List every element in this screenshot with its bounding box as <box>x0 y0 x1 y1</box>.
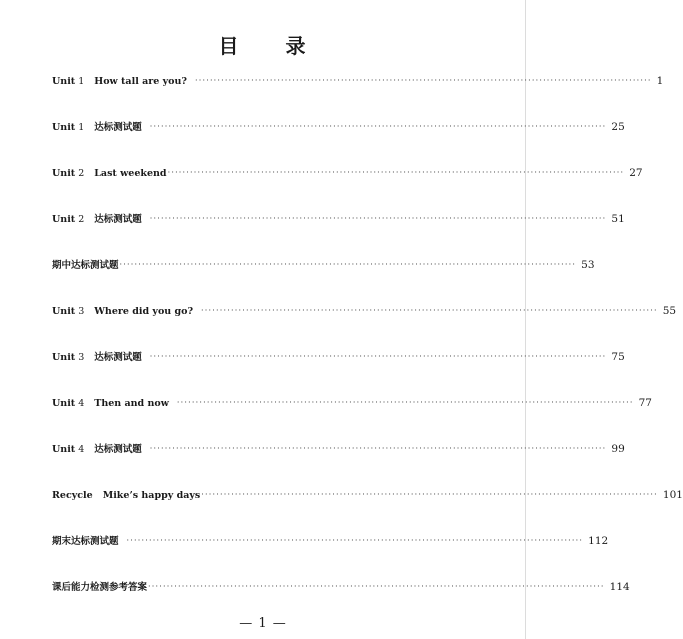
toc-entry[interactable] <box>52 258 595 273</box>
toc-unit-label: Unit <box>52 122 76 133</box>
toc-page-number: 51 <box>611 213 625 225</box>
toc-leader-dots: ·························································································································· <box>149 122 607 131</box>
toc-entry[interactable] <box>52 396 652 411</box>
page-number-footer: — 1 — <box>239 616 287 631</box>
toc-page-number: 114 <box>609 581 630 593</box>
toc-entry-title: Then and now <box>94 398 169 409</box>
toc-page-number: 55 <box>662 305 677 317</box>
toc-unit-number: 3 <box>78 306 85 317</box>
toc-entry-title: How tall are you? <box>94 76 187 87</box>
toc-unit-label: Unit <box>52 306 76 317</box>
toc-unit-label: Unit <box>52 444 76 455</box>
toc-page-number: 99 <box>611 443 625 455</box>
toc-leader-dots: ·························································································································· <box>119 260 577 269</box>
toc-leader-dots: ·························································································································· <box>149 444 607 453</box>
toc-unit-number: 4 <box>78 444 85 455</box>
toc-entry[interactable] <box>52 304 677 319</box>
toc-unit-label: Unit <box>52 168 76 179</box>
toc-entry[interactable] <box>52 166 643 181</box>
toc-leader-dots: ·························································································································· <box>149 352 607 361</box>
toc-entry-title: Last weekend <box>94 168 167 179</box>
toc-leader-dots: ·························································································································· <box>149 214 607 223</box>
toc-leader-dots: ·························································································································· <box>148 582 605 591</box>
toc-entry-title: 达标测试题 <box>94 122 142 133</box>
toc-entry[interactable] <box>52 442 625 457</box>
toc-entry-title: 达标测试题 <box>94 214 142 225</box>
toc-entry[interactable] <box>52 212 625 227</box>
toc-leader-dots: ·························································································································· <box>194 76 652 85</box>
toc-entry[interactable] <box>52 580 630 595</box>
toc-unit-number: 3 <box>78 352 85 363</box>
toc-entry-title: 期末达标测试题 <box>52 536 119 547</box>
toc-entry[interactable] <box>52 120 625 135</box>
toc-entry[interactable] <box>52 534 609 549</box>
toc-leader-dots: ·························································································································· <box>176 398 634 407</box>
toc-unit-number: 1 <box>78 76 85 87</box>
toc-page-number: 25 <box>611 121 625 133</box>
toc-unit-label: Unit <box>52 398 76 409</box>
toc-unit-label: Unit <box>52 214 76 225</box>
toc-page-number: 101 <box>662 489 683 501</box>
toc-unit-label: Recycle <box>52 490 93 501</box>
toc-entry[interactable] <box>52 488 683 503</box>
toc-entry-title: 期中达标测试题 <box>52 260 119 271</box>
toc-page-number: 27 <box>629 167 643 179</box>
toc-entry-title: Where did you go? <box>94 306 194 317</box>
toc-page-number: 75 <box>611 351 625 363</box>
toc-unit-number: 4 <box>78 398 85 409</box>
toc-entry-title: 达标测试题 <box>94 352 142 363</box>
page-title: 目 录 <box>218 34 326 58</box>
toc-entry-title: Mike’s happy days <box>102 490 201 501</box>
toc-page-number: 112 <box>588 535 609 547</box>
toc-page-number: 77 <box>638 397 652 409</box>
toc-page-number: 53 <box>581 259 595 271</box>
toc-page-number: 1 <box>656 75 664 87</box>
toc-leader-dots: ·························································································································· <box>201 306 658 315</box>
toc-entry[interactable] <box>52 74 664 89</box>
toc-leader-dots: ·························································································································· <box>201 490 658 499</box>
toc-leader-dots: ·························································································································· <box>126 536 584 545</box>
toc-entry[interactable] <box>52 350 625 365</box>
toc-leader-dots: ·························································································································· <box>167 168 625 177</box>
toc-unit-number: 1 <box>78 122 85 133</box>
toc-entry-title: 达标测试题 <box>94 444 142 455</box>
toc-unit-number: 2 <box>78 214 85 225</box>
toc-unit-label: Unit <box>52 76 76 87</box>
toc-entry-title: 课后能力检测参考答案 <box>52 582 148 593</box>
toc-unit-label: Unit <box>52 352 76 363</box>
toc-unit-number: 2 <box>78 168 85 179</box>
